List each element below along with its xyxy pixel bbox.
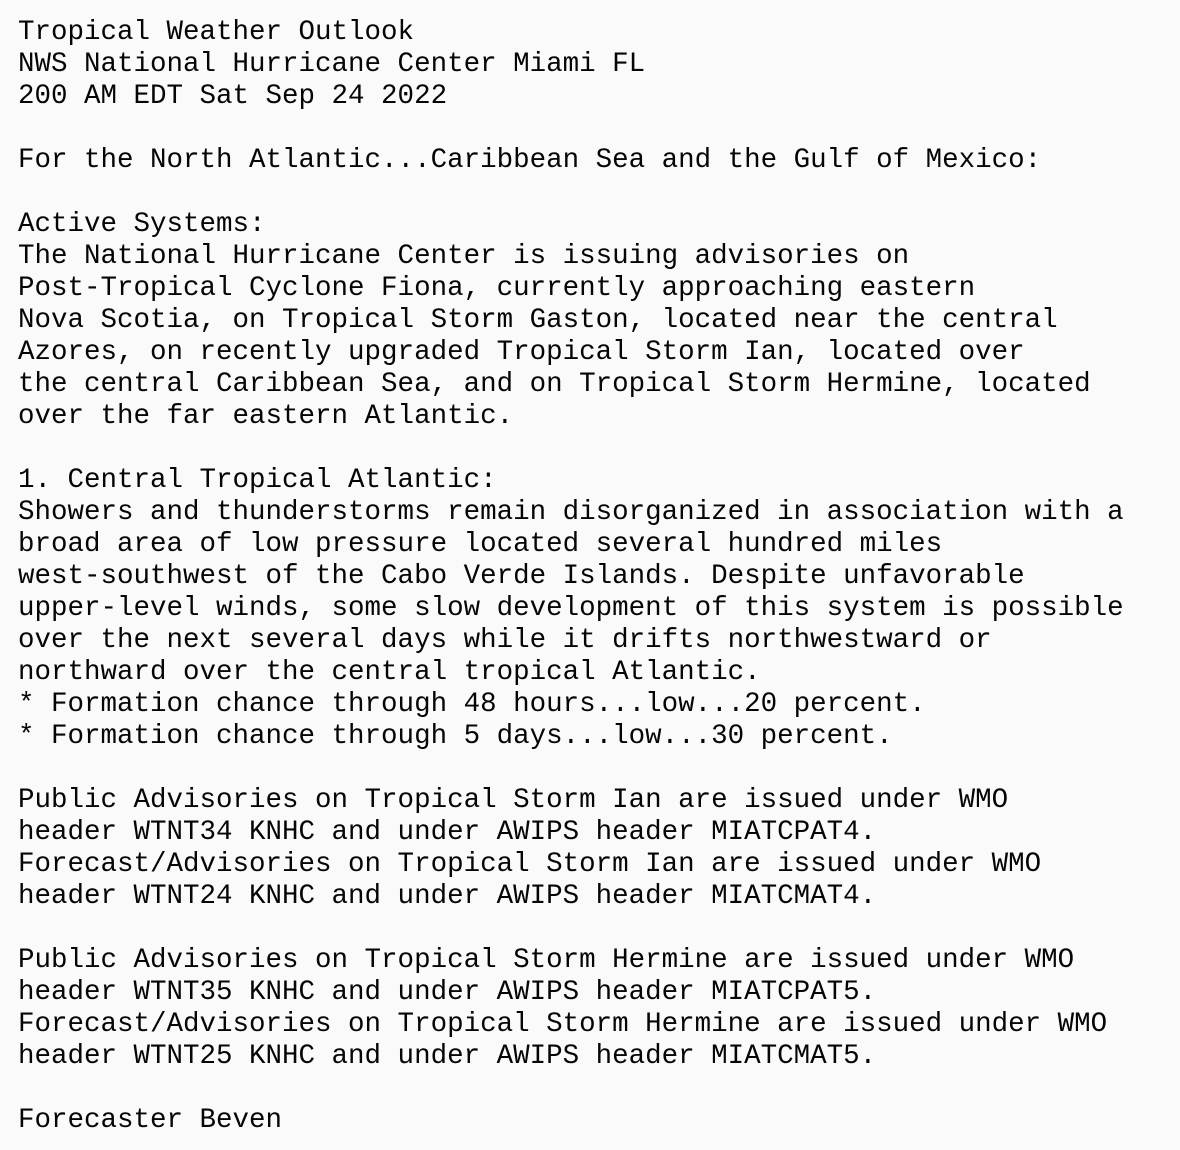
hermine-advisory-line: Public Advisories on Tropical Storm Hermine are issued under WMO — [18, 945, 1075, 976]
active-systems-line: Nova Scotia, on Tropical Storm Gaston, located near the central — [18, 305, 1058, 336]
active-systems-line: Post-Tropical Cyclone Fiona, currently approaching eastern — [18, 273, 976, 304]
active-systems-line: The National Hurricane Center is issuing advisories on — [18, 241, 910, 272]
product-title: Tropical Weather Outlook — [18, 17, 415, 48]
issuing-office: NWS National Hurricane Center Miami FL — [18, 49, 646, 80]
formation-chance-48hr: * Formation chance through 48 hours...low...20 percent. — [18, 689, 926, 720]
forecaster-signature: Forecaster Beven — [18, 1105, 283, 1136]
outlook-area-1-section — [18, 465, 1170, 753]
issuance-time: 200 AM EDT Sat Sep 24 2022 — [18, 81, 448, 112]
outlook-area-1-line: west-southwest of the Cabo Verde Islands. Despite unfavorable — [18, 561, 1025, 592]
formation-chance-5day: * Formation chance through 5 days...low...30 percent. — [18, 721, 893, 752]
region-header: For the North Atlantic...Caribbean Sea and the Gulf of Mexico: — [18, 145, 1042, 176]
outlook-area-1-line: over the next several days while it drifts northwestward or — [18, 625, 992, 656]
outlook-area-1-line: upper-level winds, some slow development of this system is possible — [18, 593, 1124, 624]
active-systems-section — [18, 209, 1170, 433]
active-systems-line: over the far eastern Atlantic. — [18, 401, 514, 432]
ian-advisory-line: header WTNT34 KNHC and under AWIPS header MIATCPAT4. — [18, 817, 877, 848]
active-systems-line: Azores, on recently upgraded Tropical Storm Ian, located over — [18, 337, 1025, 368]
outlook-area-1-line: northward over the central tropical Atlantic. — [18, 657, 761, 688]
outlook-area-1-line: broad area of low pressure located several hundred miles — [18, 529, 943, 560]
ian-advisory-line: Public Advisories on Tropical Storm Ian are issued under WMO — [18, 785, 1009, 816]
hermine-advisory-line: Forecast/Advisories on Tropical Storm Hermine are issued under WMO — [18, 1009, 1108, 1040]
ian-advisories-section — [18, 785, 1170, 913]
hermine-advisory-line: header WTNT25 KNHC and under AWIPS header MIATCMAT5. — [18, 1041, 877, 1072]
bulletin-header — [18, 17, 1170, 113]
ian-advisory-line: Forecast/Advisories on Tropical Storm Ian are issued under WMO — [18, 849, 1042, 880]
region-header-block — [18, 145, 1170, 177]
outlook-area-1-heading: 1. Central Tropical Atlantic: — [18, 465, 497, 496]
active-systems-heading: Active Systems: — [18, 209, 266, 240]
active-systems-line: the central Caribbean Sea, and on Tropical Storm Hermine, located — [18, 369, 1091, 400]
hermine-advisories-section — [18, 945, 1170, 1073]
hermine-advisory-line: header WTNT35 KNHC and under AWIPS header MIATCPAT5. — [18, 977, 877, 1008]
signature-block — [18, 1105, 1170, 1137]
ian-advisory-line: header WTNT24 KNHC and under AWIPS header MIATCMAT4. — [18, 881, 877, 912]
outlook-area-1-line: Showers and thunderstorms remain disorganized in association with a — [18, 497, 1124, 528]
